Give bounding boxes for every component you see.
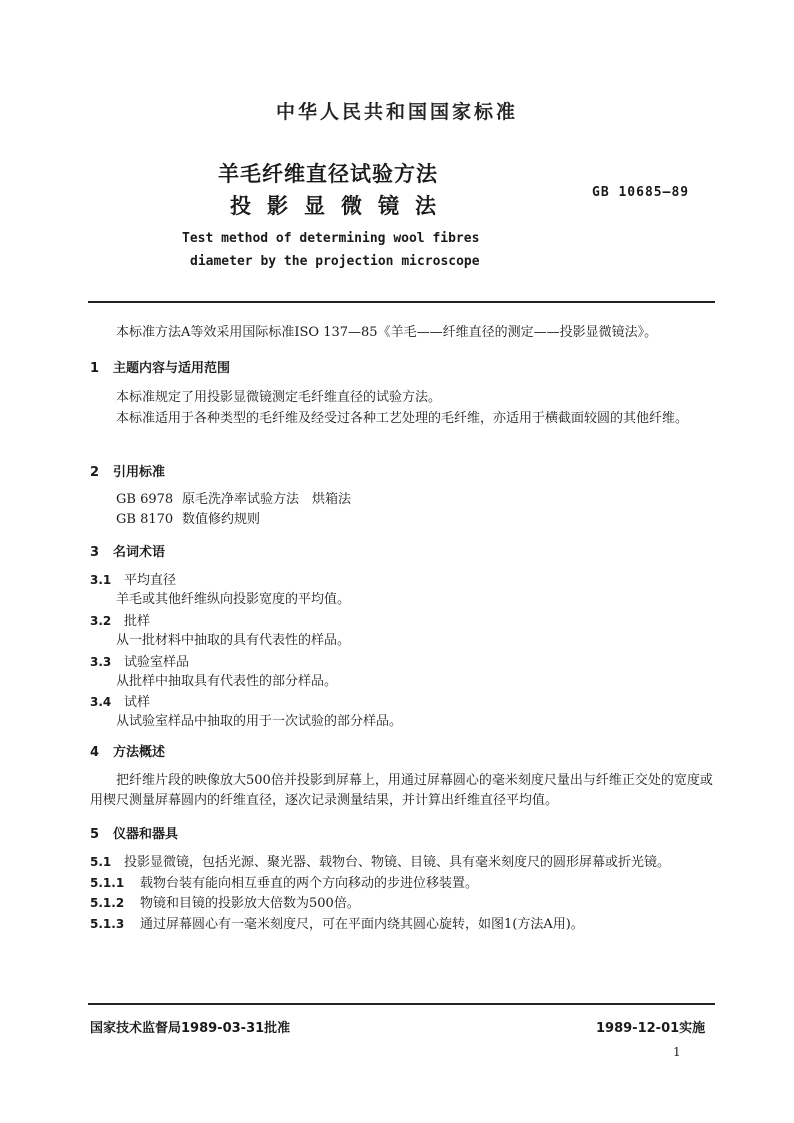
term-item bbox=[90, 570, 176, 591]
standard-number: GB 10685—89 bbox=[592, 185, 690, 200]
term-name: 试样 bbox=[124, 695, 151, 710]
term-number: 3.3 bbox=[90, 655, 112, 669]
national-standard-title: 中华人民共和国国家标准 bbox=[275, 101, 518, 123]
term-name: 试验室样品 bbox=[124, 655, 190, 670]
term-item bbox=[90, 611, 150, 632]
term-definition: 从一批材料中抽取的具有代表性的样品。 bbox=[116, 633, 351, 648]
instrument-item bbox=[90, 893, 360, 914]
section-2-heading bbox=[90, 461, 165, 480]
page-number: 1 bbox=[673, 1045, 681, 1059]
reference-name: 数值修约规则 bbox=[182, 512, 261, 527]
section-title: 名词术语 bbox=[113, 545, 166, 560]
reference-name: 原毛洗净率试验方法 烘箱法 bbox=[182, 492, 352, 507]
section-title: 方法概述 bbox=[113, 745, 166, 760]
term-number: 3.4 bbox=[90, 695, 112, 709]
section-number: 5 bbox=[90, 827, 100, 842]
term-definition: 从批样中抽取具有代表性的部分样品。 bbox=[116, 674, 338, 689]
document-title-cn-line1: 羊毛纤维直径试验方法 bbox=[218, 162, 438, 186]
reference-item bbox=[116, 490, 351, 510]
section-1-paragraph-1: 本标准规定了用投影显微镜测定毛纤维直径的试验方法。 bbox=[116, 390, 442, 405]
section-number: 4 bbox=[90, 745, 100, 760]
section-5-heading bbox=[90, 823, 178, 842]
item-text: 投影显微镜，包括光源、聚光器、载物台、物镜、目镜、具有毫米刻度尺的圆形屏幕或折光镜。 bbox=[124, 855, 671, 870]
document-title-cn-line2: 投影显微镜法 bbox=[230, 194, 452, 218]
item-text: 载物台装有能向相互垂直的两个方向移动的步进位移装置。 bbox=[140, 876, 479, 891]
instrument-item bbox=[90, 914, 584, 935]
intro-paragraph: 本标准方法A等效采用国际标准ISO 137—85《羊毛——纤维直径的测定——投影显微镜法》。 bbox=[116, 325, 658, 340]
item-text: 通过屏幕圆心有一毫米刻度尺，可在平面内绕其圆心旋转，如图1(方法A用)。 bbox=[140, 917, 584, 932]
effective-date: 1989-12-01实施 bbox=[596, 1021, 706, 1036]
term-item bbox=[90, 692, 150, 713]
approval-date: 国家技术监督局1989-03-31批准 bbox=[90, 1021, 291, 1036]
term-name: 批样 bbox=[124, 614, 151, 629]
section-number: 2 bbox=[90, 465, 100, 480]
item-number: 5.1.1 bbox=[90, 876, 125, 890]
term-definition: 从试验室样品中抽取的用于一次试验的部分样品。 bbox=[116, 714, 403, 729]
section-title: 引用标准 bbox=[113, 465, 166, 480]
section-1-paragraph-2: 本标准适用于各种类型的毛纤维及经受过各种工艺处理的毛纤维，亦适用于横截面较圆的其他纤维。 bbox=[116, 411, 689, 426]
term-number: 3.1 bbox=[90, 573, 112, 587]
item-text: 物镜和目镜的投影放大倍数为500倍。 bbox=[140, 896, 360, 911]
term-definition: 羊毛或其他纤维纵向投影宽度的平均值。 bbox=[116, 592, 351, 607]
section-3-heading bbox=[90, 541, 165, 560]
reference-code: GB 8170 bbox=[116, 512, 174, 527]
header-divider bbox=[88, 301, 715, 303]
item-number: 5.1.3 bbox=[90, 917, 125, 931]
item-number: 5.1 bbox=[90, 855, 112, 869]
section-number: 1 bbox=[90, 361, 100, 376]
document-title-en-line2: diameter by the projection microscope bbox=[190, 254, 480, 269]
reference-code: GB 6978 bbox=[116, 492, 174, 507]
section-4-heading bbox=[90, 741, 165, 760]
section-number: 3 bbox=[90, 545, 100, 560]
instrument-item bbox=[90, 873, 478, 894]
document-title-en-line1: Test method of determining wool fibres bbox=[182, 231, 480, 246]
item-number: 5.1.2 bbox=[90, 896, 125, 910]
term-number: 3.2 bbox=[90, 614, 112, 628]
section-4-paragraph: 把纤维片段的映像放大500倍并投影到屏幕上，用通过屏幕圆心的毫米刻度尺量出与纤维正交处的宽度或用楔尺测量屏幕圆内的纤维直径，逐次记录测量结果，并计算出纤维直径平均值。 bbox=[90, 773, 713, 808]
section-title: 仪器和器具 bbox=[113, 827, 179, 842]
footer-divider bbox=[88, 1003, 715, 1005]
section-1-heading bbox=[90, 357, 230, 376]
section-title: 主题内容与适用范围 bbox=[113, 361, 231, 376]
term-name: 平均直径 bbox=[124, 573, 177, 588]
reference-item bbox=[116, 510, 260, 530]
instrument-item bbox=[90, 852, 670, 873]
term-item bbox=[90, 652, 189, 673]
